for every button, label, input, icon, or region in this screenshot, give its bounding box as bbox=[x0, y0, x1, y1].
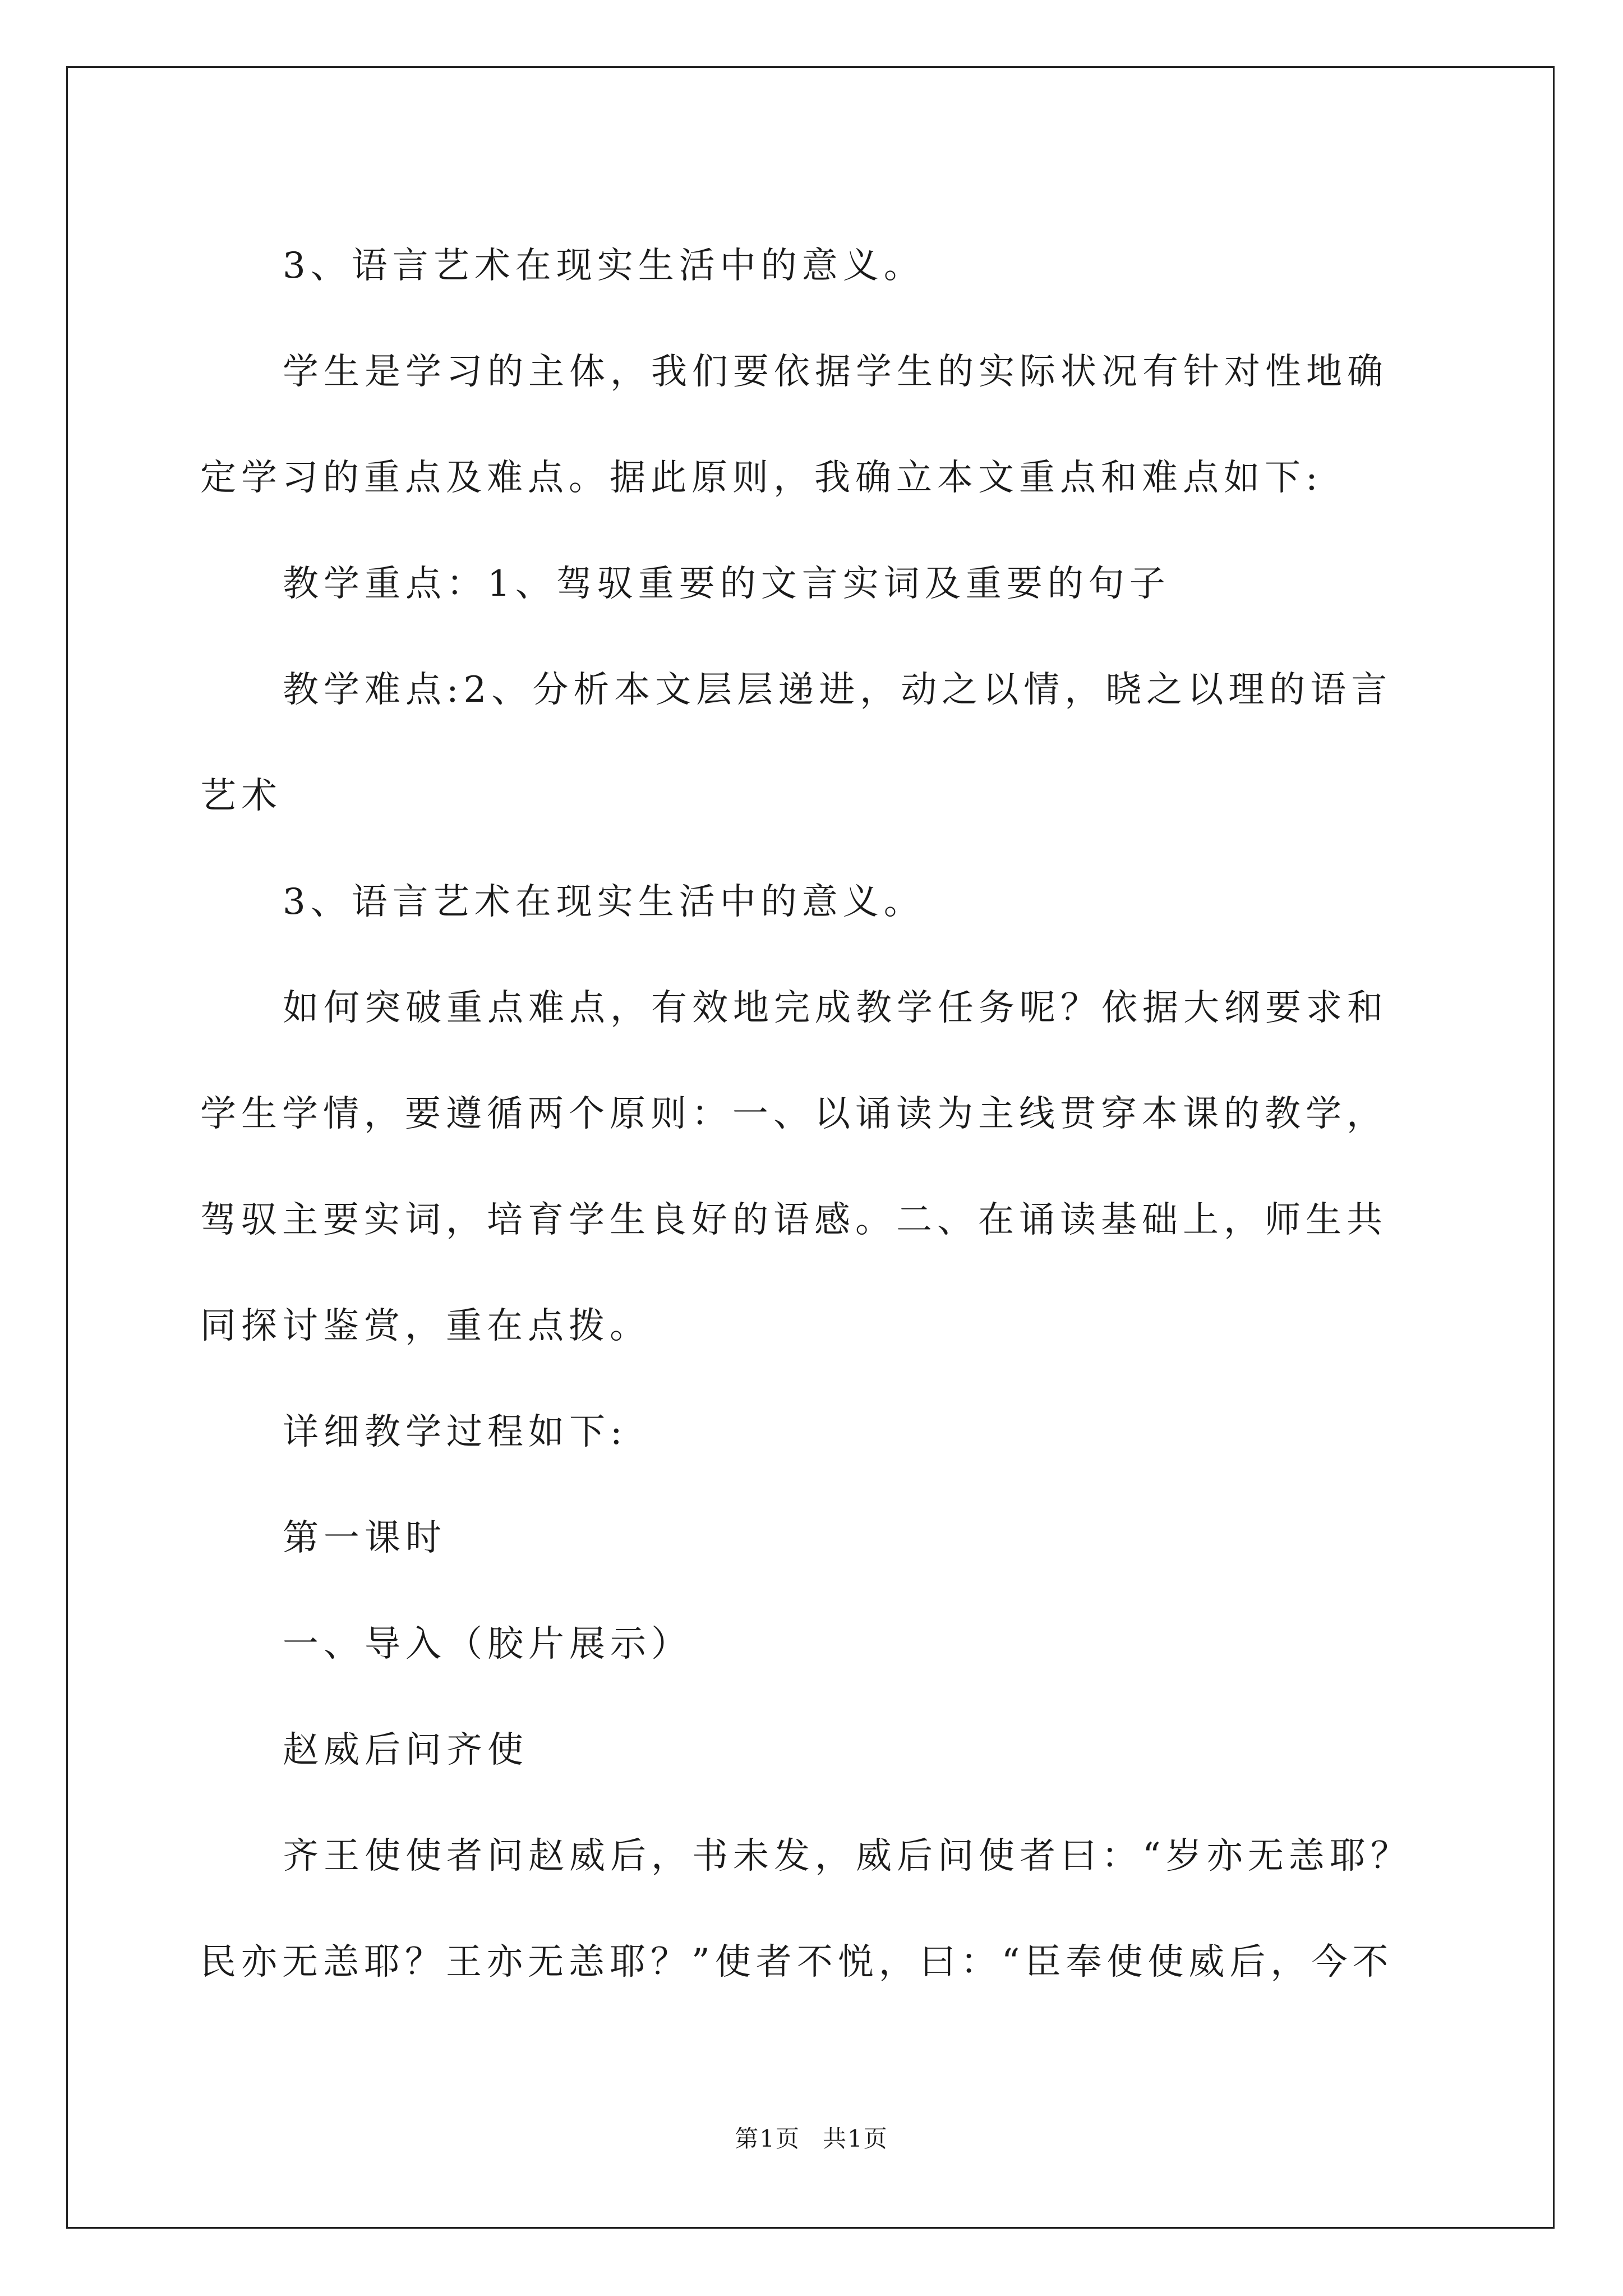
page-number: 第1页 bbox=[735, 2125, 800, 2152]
paragraph-9: 一、导入（胶片展示） bbox=[283, 1623, 692, 1665]
paragraph-10: 赵威后问齐使 bbox=[283, 1729, 528, 1771]
paragraph-1: 3、语言艺术在现实生活中的意义。 bbox=[283, 245, 925, 287]
paragraph-4: 教学难点:2、分析本文层层递进，动之以情，晓之以理的语言艺术 bbox=[200, 669, 1393, 817]
paragraph-11: 齐王使使者问赵威后，书未发，威后问使者曰：“岁亦无恙耶？民亦无恙耶？王亦无恙耶？”使者不悦，曰：“臣奉使使威后，今不 bbox=[200, 1835, 1412, 1983]
paragraph-6: 如何突破重点难点，有效地完成教学任务呢？依据大纲要求和学生学情，要遵循两个原则：一、以诵读为主线贯穿本课的教学，驾驭主要实词，培育学生良好的语感。二、在诵读基础上，师生共同探讨鉴赏，重在点拨。 bbox=[200, 987, 1388, 1347]
paragraph-8: 第一课时 bbox=[283, 1517, 446, 1559]
paragraph-2: 学生是学习的主体，我们要依据学生的实际状况有针对性地确定学习的重点及难点。据此原则，我确立本文重点和难点如下: bbox=[200, 351, 1388, 499]
document-body bbox=[200, 213, 1423, 2016]
paragraph-7: 详细教学过程如下: bbox=[283, 1411, 628, 1453]
page-footer bbox=[0, 2120, 1623, 2154]
page-total: 共1页 bbox=[823, 2125, 888, 2152]
paragraph-3: 教学重点：1、驾驭重要的文言实词及重要的句子 bbox=[283, 563, 1170, 605]
paragraph-5: 3、语言艺术在现实生活中的意义。 bbox=[283, 881, 925, 923]
